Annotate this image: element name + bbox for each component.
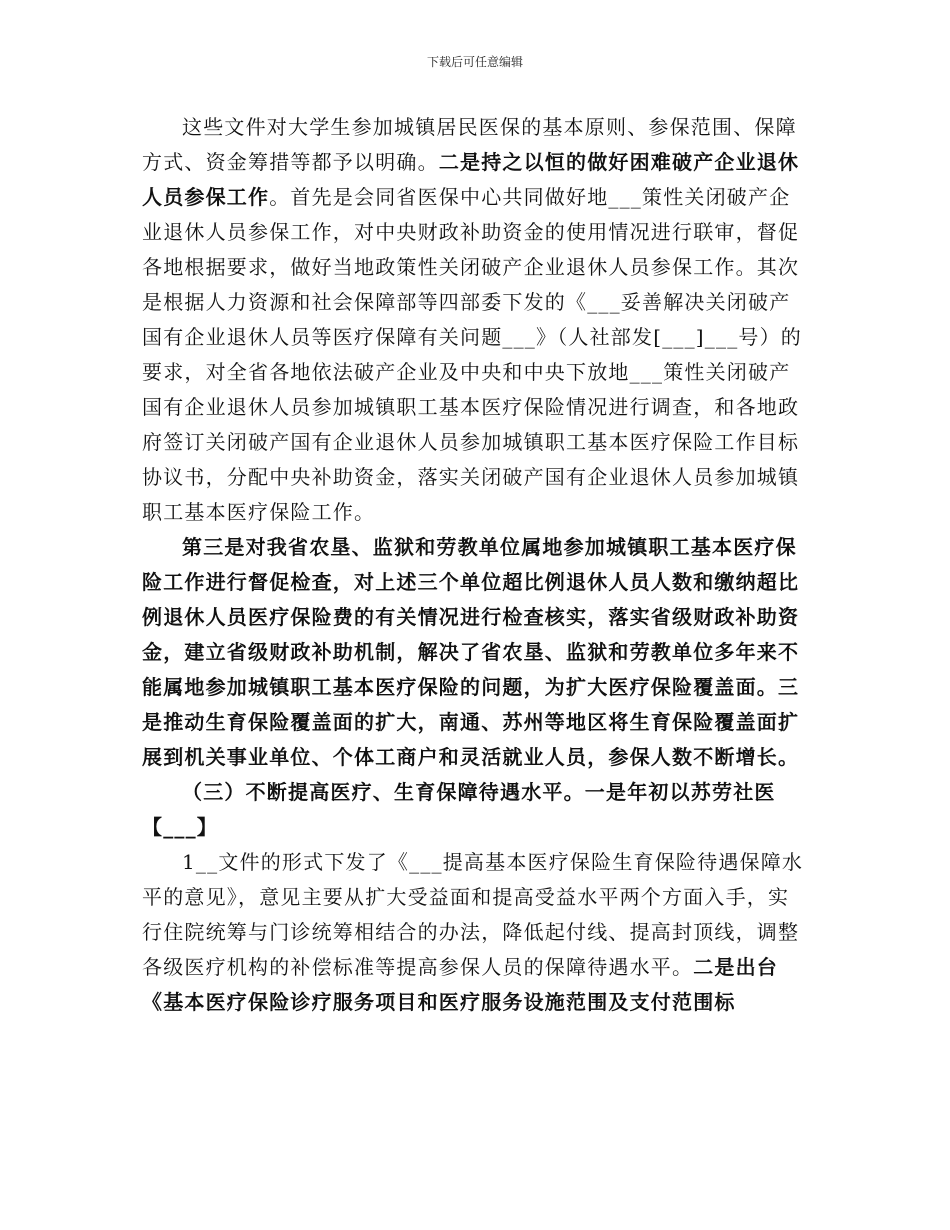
section-heading <box>142 775 810 845</box>
document-body <box>142 110 810 1020</box>
paragraph <box>142 110 810 530</box>
bold-text-run: 二是出台《基本医疗保险诊疗服务项目和医疗服务设施范围及支付范围标 <box>142 955 779 1014</box>
bold-text-run: 第三是对我省农垦、监狱和劳教单位属地参加城镇职工基本医疗保险工作进行督促检查，对上述三个单位超比例退休人员人数和缴纳超比例退休人员医疗保险费的有关情况进行检查核实，落实省级财政补助资金，建立省级财政补助机制，解决了省农垦、监狱和劳教单位多年来不能属地参加城镇职工基本医疗保险的问题，为扩大医疗保险覆盖面。三是推动生育保险覆盖面的扩大，南通、苏州等地区将生育保险覆盖面扩展到机关事业单位、个体工商户和灵活就业人员，参保人数不断增长。 <box>142 535 800 769</box>
paragraph <box>142 845 810 1020</box>
text-run: 。首先是会同省医保中心共同做好地___策性关闭破产企业退休人员参保工作，对中央财政补助资金的使用情况进行联审，督促各地根据要求，做好当地政策性关闭破产企业退休人员参保工作。其次是根据人力资源和社会保障部等四部委下发的《___妥善解决关闭破产国有企业退休人员等医疗保障有关问题___》（人社部发[___]___号）的要求，对全省各地依法破产企业及中央和中央下放地___策性关闭破产国有企业退休人员参加城镇职工基本医疗保险情况进行调查，和各地政府签订关闭破产国有企业退休人员参加城镇职工基本医疗保险工作目标协议书，分配中央补助资金，落实关闭破产国有企业退休人员参加城镇职工基本医疗保险工作。 <box>142 185 803 524</box>
paragraph <box>142 530 810 775</box>
text-run: 这些文件对大学生参加城镇居民医保的基本原则、参保范围、保障方式、资金筹措等都予以明确。 <box>142 115 797 174</box>
text-run: 1__文件的形式下发了《___提高基本医疗保险生育保险待遇保障水平的意见》，意见主要从扩大受益面和提高受益水平两个方面入手，实行住院统筹与门诊统筹相结合的办法，降低起付线、提高封顶线，调整各级医疗机构的补偿标准等提高参保人员的保障待遇水平。 <box>142 850 804 979</box>
page-header: 下载后可任意编辑 <box>426 55 523 69</box>
bold-text-run: （三）不断提高医疗、生育保障待遇水平。一是年初以苏劳社医【___】 <box>142 780 776 839</box>
bold-text-run: 二是持之以恒的做好困难破产企业退休人员参保工作 <box>142 150 800 209</box>
